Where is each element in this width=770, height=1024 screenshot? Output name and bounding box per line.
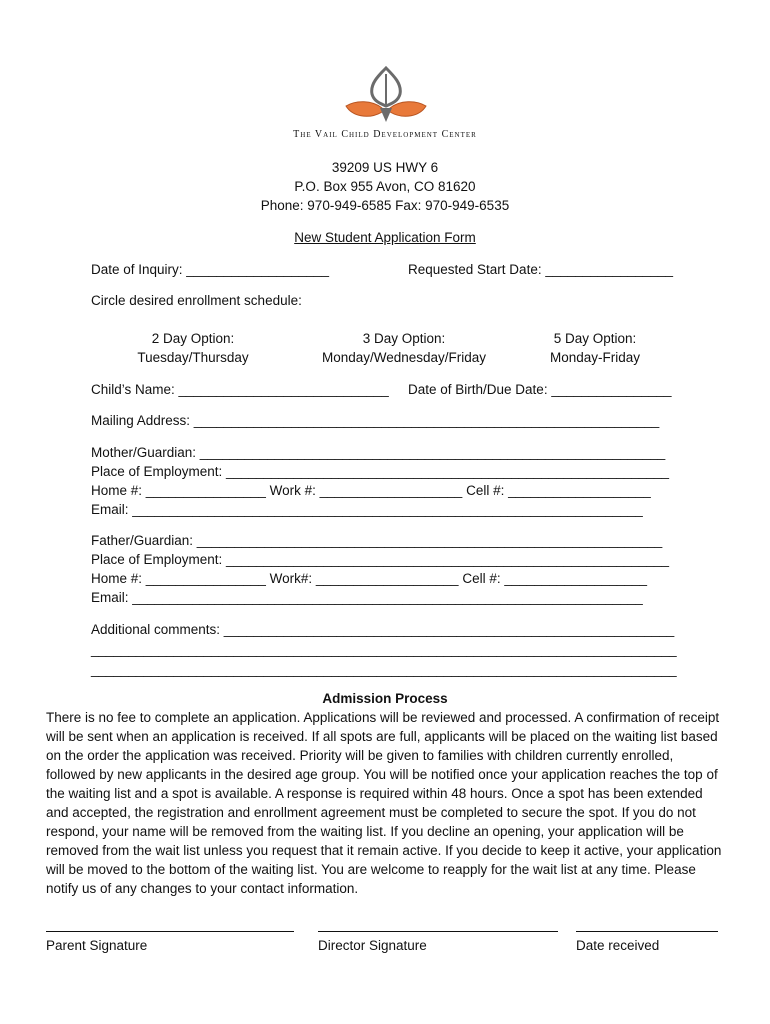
admission-heading: Admission Process (322, 691, 448, 706)
option-3-day-title[interactable]: 3 Day Option: (362, 331, 446, 346)
date-received-line[interactable] (576, 931, 718, 932)
child-name-field[interactable]: Child’s Name: ____________________________ (91, 382, 389, 397)
additional-comments-line-3[interactable]: ______________________________________________________________________________ (91, 662, 677, 677)
additional-comments-field[interactable]: Additional comments: ____________________________________________________________ (91, 622, 675, 637)
schedule-prompt: Circle desired enrollment schedule: (91, 293, 302, 308)
father-email-field[interactable]: Email: ____________________________________________________________________ (91, 590, 643, 605)
director-signature-line[interactable] (318, 931, 558, 932)
father-guardian-field[interactable]: Father/Guardian: ______________________________________________________________ (91, 533, 663, 548)
mother-phones-field[interactable]: Home #: ________________ Work #: ___________________ Cell #: ___________________ (91, 483, 651, 498)
phone-line: Phone: 970-949-6585 Fax: 970-949-6535 (260, 198, 510, 213)
mother-guardian-field[interactable]: Mother/Guardian: ______________________________________________________________ (91, 445, 666, 460)
option-5-day-title[interactable]: 5 Day Option: (553, 331, 637, 346)
option-2-day-title[interactable]: 2 Day Option: (151, 331, 235, 346)
center-logo-icon (340, 66, 432, 124)
address-line-2: P.O. Box 955 Avon, CO 81620 (294, 179, 476, 194)
org-name: The Vail Child Development Center (293, 129, 477, 140)
option-5-day-days[interactable]: Monday-Friday (549, 350, 641, 365)
parent-signature-line[interactable] (46, 931, 294, 932)
admission-body: There is no fee to complete an application. Applications will be reviewed and processed. A confirmation of receipt will be sent when an application is received. If all spots are full, applicants will be placed on the waiting list based on the order the application was received. Priority will be given to families with children currently enrolled, followed by new applicants in the desired age group. You will be notified once your application reaches the top of the waiting list and a spot is available. A response is required within 48 hours. Once a spot has been extended and accepted, the registration and enrollment agreement must be completed to secure the spot. If you do not respond, your name will be removed from the waiting list. If you decline an opening, your application will be removed from the wait list unless you request that it remain active. If you decide to keep it active, your application will be moved to the bottom of the waiting list. You are welcome to reapply for the wait list at any time. Please notify us of any changes to your contact information. (46, 710, 722, 896)
option-2-day-days[interactable]: Tuesday/Thursday (137, 350, 249, 365)
date-of-inquiry-field[interactable]: Date of Inquiry: ___________________ (91, 262, 329, 277)
option-3-day-days[interactable]: Monday/Wednesday/Friday (321, 350, 487, 365)
date-received-label: Date received (576, 938, 660, 953)
father-phones-field[interactable]: Home #: ________________ Work#: ___________________ Cell #: ___________________ (91, 571, 647, 586)
mother-employment-field[interactable]: Place of Employment: ___________________________________________________________ (91, 464, 670, 479)
address-line-1: 39209 US HWY 6 (331, 160, 439, 175)
parent-signature-label: Parent Signature (46, 938, 148, 953)
additional-comments-line-2[interactable]: ______________________________________________________________________________ (91, 642, 677, 657)
date-of-birth-field[interactable]: Date of Birth/Due Date: ________________ (408, 382, 672, 397)
requested-start-date-field[interactable]: Requested Start Date: _________________ (408, 262, 673, 277)
father-employment-field[interactable]: Place of Employment: ___________________________________________________________ (91, 552, 670, 567)
mailing-address-field[interactable]: Mailing Address: ______________________________________________________________ (91, 413, 660, 428)
director-signature-label: Director Signature (318, 938, 427, 953)
form-title: New Student Application Form (294, 230, 476, 245)
mother-email-field[interactable]: Email: ____________________________________________________________________ (91, 502, 643, 517)
